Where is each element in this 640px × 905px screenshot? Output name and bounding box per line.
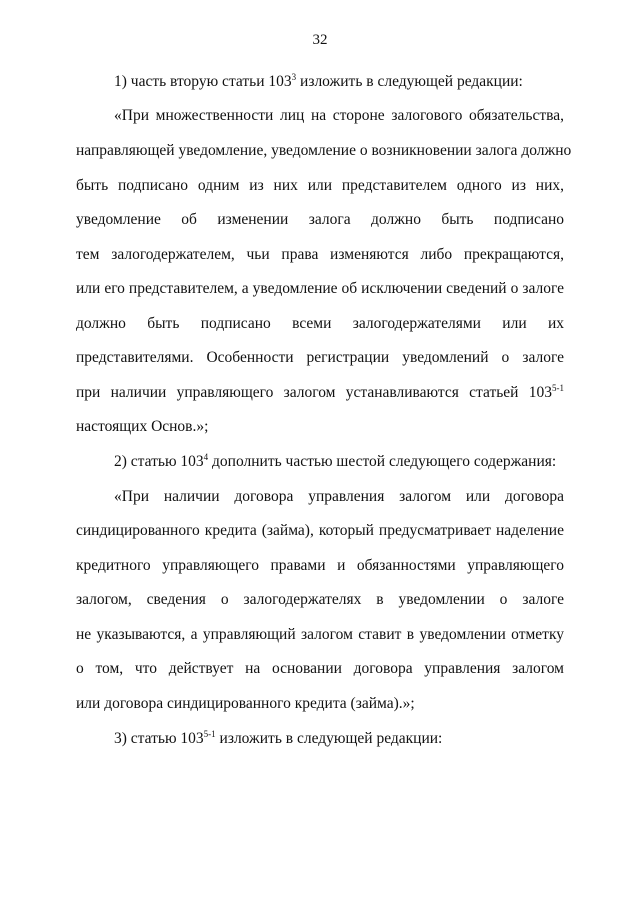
paragraph-2-line: или его представителем, а уведомление об исключении сведений о залоге [76, 280, 564, 297]
text-run: 3) статью 103 [114, 730, 204, 747]
page-number: 32 [312, 32, 328, 48]
paragraph-2-line: должно быть подписано всеми залогодержателями или их [76, 315, 564, 332]
text-run: изложить в следующей редакции: [296, 73, 523, 90]
paragraph-4-line: кредитного управляющего правами и обязанностями управляющего [76, 557, 564, 574]
paragraph-2-line: направляющей уведомление, уведомление о возникновении залога должно [76, 142, 572, 159]
paragraph-2-line: уведомление об изменении залога должно быть подписано [76, 211, 564, 228]
paragraph-4-line: синдицированного кредита (займа), который предусматривает наделение [76, 522, 564, 539]
paragraph-2-line: «При множественности лиц на стороне залогового обязательства, [114, 107, 564, 124]
text-run: 2) статью 103 [114, 453, 204, 470]
paragraph-4-line: «При наличии договора управления залогом или договора [114, 488, 564, 505]
paragraph-4-line: о том, что действует на основании договора управления залогом [76, 660, 564, 677]
text-run: 1) часть вторую статьи 103 [114, 73, 292, 90]
paragraph-1-line [114, 72, 564, 92]
paragraph-2-line [76, 383, 564, 403]
paragraph-2-line: настоящих Основ.»; [76, 418, 209, 435]
text-run: изложить в следующей редакции: [215, 730, 443, 747]
superscript: 5-1 [203, 729, 216, 739]
paragraph-4-line: не указываются, а управляющий залогом ставит в уведомлении отметку [76, 626, 564, 643]
superscript: 5-1 [552, 383, 564, 393]
paragraph-2-line: тем залогодержателем, чьи права изменяются либо прекращаются, [76, 246, 564, 263]
text-run: дополнить частью шестой следующего содержания: [208, 453, 557, 470]
paragraph-5-line [114, 729, 564, 749]
paragraph-4-line: залогом, сведения о залогодержателях в уведомлении о залоге [76, 591, 564, 608]
superscript: 3 [291, 72, 297, 82]
text-run: при наличии управляющего залогом устанавливаются статьей 103 [76, 384, 552, 401]
paragraph-4-line: или договора синдицированного кредита (займа).»; [76, 695, 415, 712]
paragraph-2-line: быть подписано одним из них или представителем одного из них, [76, 177, 564, 194]
paragraph-2-line: представителями. Особенности регистрации уведомлений о залоге [76, 349, 564, 366]
paragraph-3-line [114, 452, 564, 472]
superscript: 4 [203, 452, 209, 462]
